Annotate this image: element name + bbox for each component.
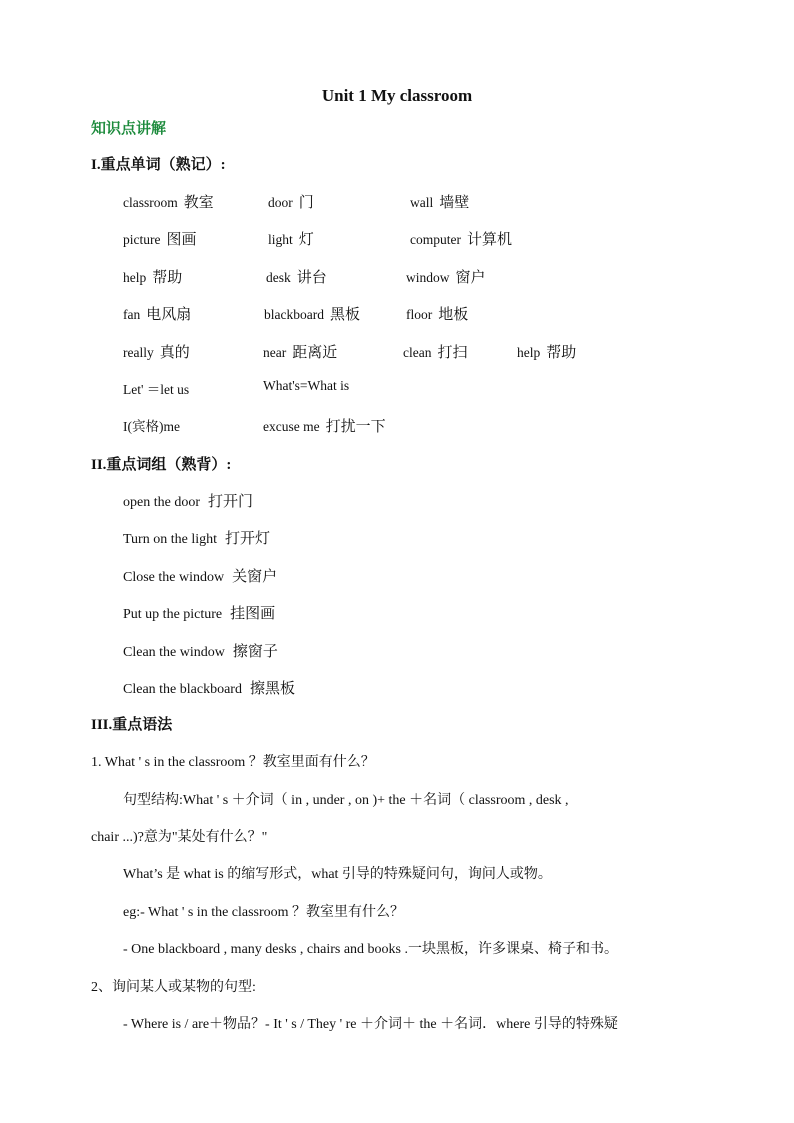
vocabulary-english: wall	[410, 195, 434, 210]
phrase-chinese: 打开门	[207, 494, 253, 510]
vocabulary-item	[123, 228, 197, 249]
vocabulary-english: door	[268, 195, 293, 210]
phrase-english: Close the window	[123, 569, 225, 585]
vocabulary-item	[410, 191, 469, 212]
vocabulary-english: computer	[410, 232, 461, 248]
vocabulary-chinese: 灯	[298, 232, 314, 249]
vocabulary-chinese: 真的	[159, 344, 190, 361]
vocabulary-english: classroom	[123, 195, 178, 210]
vocabulary-chinese: 黑板	[329, 307, 360, 324]
vocabulary-english: near	[263, 344, 287, 360]
phrase-english: Clean the window	[123, 644, 225, 660]
phrase-english: Turn on the light	[123, 532, 217, 548]
phrase-chinese: 擦黑板	[249, 681, 295, 697]
vocabulary-item	[263, 341, 337, 362]
vocabulary-english: fan	[123, 307, 141, 323]
phrase-english: Put up the picture	[123, 607, 223, 623]
vocabulary-english: desk	[266, 269, 291, 285]
grammar-point1-structure: 句型结构:What ' s ＋介词（ in , under , on )+ the ＋名词（ classroom , desk ,	[123, 793, 569, 808]
vocabulary-chinese: 讲台	[296, 269, 327, 286]
phrase-item	[123, 602, 275, 623]
vocabulary-item	[263, 378, 349, 395]
vocabulary-row	[0, 303, 794, 325]
vocabulary-english: picture	[123, 232, 161, 248]
phrase-item	[123, 490, 253, 511]
vocabulary-row	[0, 378, 794, 400]
vocabulary-chinese: 帮助	[152, 269, 183, 286]
vocabulary-item	[123, 341, 190, 362]
vocabulary-chinese: 打扫	[437, 344, 468, 361]
page-title: Unit 1 My classroom	[321, 86, 473, 105]
vocabulary-item	[123, 378, 189, 399]
vocabulary-item	[123, 415, 180, 436]
section-grammar-heading: III.重点语法	[91, 717, 173, 733]
grammar-point1-example-question: eg:- What ' s in the classroom ？教室里有什么？	[123, 905, 405, 920]
vocabulary-chinese: 帮助	[546, 344, 577, 361]
grammar-point1-structure-cont: chair ...)?意为"某处有什么？"	[91, 830, 268, 845]
vocabulary-english: I(宾格)me	[123, 419, 180, 435]
phrase-chinese: 挂图画	[230, 606, 276, 623]
vocabulary-row	[0, 341, 794, 363]
vocabulary-item	[406, 303, 468, 324]
grammar-point1-title: 1. What ' s in the classroom ？教室里面有什么？	[91, 755, 375, 770]
vocabulary-english: light	[268, 232, 293, 248]
vocabulary-row	[0, 266, 794, 288]
vocabulary-english: Let' ＝let us	[123, 382, 190, 397]
vocabulary-english: window	[406, 269, 450, 285]
phrase-item	[123, 565, 277, 586]
vocabulary-chinese: 打扰一下	[325, 419, 386, 436]
vocabulary-chinese: 门	[298, 195, 314, 211]
vocabulary-chinese: 距离近	[292, 344, 338, 361]
vocabulary-item	[268, 191, 314, 212]
vocabulary-english: floor	[406, 307, 433, 323]
phrase-chinese: 擦窗子	[232, 643, 278, 660]
vocabulary-item	[266, 266, 327, 287]
vocabulary-row	[0, 228, 794, 250]
vocabulary-chinese: 图画	[166, 232, 197, 249]
vocabulary-item	[406, 266, 486, 287]
vocabulary-english: excuse me	[263, 419, 320, 435]
vocabulary-english: What's=What is	[263, 378, 350, 393]
phrase-chinese: 打开灯	[225, 531, 271, 548]
vocabulary-item	[123, 303, 191, 324]
vocabulary-row	[0, 415, 794, 437]
vocabulary-english: clean	[403, 344, 432, 360]
section-vocabulary-heading: I.重点单词（熟记）:	[91, 157, 226, 173]
phrase-english: Clean the blackboard	[123, 682, 242, 697]
vocabulary-item	[403, 341, 468, 362]
vocabulary-english: blackboard	[264, 307, 324, 323]
vocabulary-english: really	[123, 344, 154, 360]
vocabulary-item	[123, 191, 214, 212]
vocabulary-chinese: 窗户	[455, 269, 486, 286]
vocabulary-item	[410, 228, 512, 249]
vocabulary-item	[123, 266, 182, 287]
vocabulary-english: help	[123, 269, 147, 285]
vocabulary-chinese: 地板	[438, 307, 469, 324]
vocabulary-chinese: 电风扇	[146, 307, 192, 324]
phrase-item	[123, 677, 295, 698]
grammar-point1-example-answer: - One blackboard , many desks , chairs and books .一块黑板，许多课桌、椅子和书。	[123, 942, 618, 957]
phrase-chinese: 关窗户	[232, 568, 278, 585]
knowledge-section-heading: 知识点讲解	[91, 121, 167, 137]
grammar-point1-note: What’s 是 what is 的缩写形式，what 引导的特殊疑问句，询问人或物。	[123, 867, 552, 882]
phrase-english: open the door	[123, 495, 200, 510]
grammar-point2-title: 2、询问某人或某物的句型:	[91, 980, 256, 995]
vocabulary-chinese: 墙壁	[439, 195, 470, 211]
vocabulary-item	[264, 303, 360, 324]
phrase-item	[123, 527, 270, 548]
vocabulary-item	[268, 228, 314, 249]
grammar-point2-line: - Where is / are＋物品？- It ' s / They ' re ＋介词＋ the ＋名词．where 引导的特殊疑	[123, 1017, 618, 1032]
vocabulary-chinese: 计算机	[466, 232, 512, 249]
section-phrases-heading: II.重点词组（熟背）:	[91, 457, 232, 473]
vocabulary-item	[263, 415, 386, 436]
vocabulary-english: help	[517, 344, 541, 360]
vocabulary-chinese: 教室	[183, 195, 214, 211]
phrase-item	[123, 640, 278, 661]
vocabulary-item	[517, 341, 576, 362]
vocabulary-row	[0, 191, 794, 213]
